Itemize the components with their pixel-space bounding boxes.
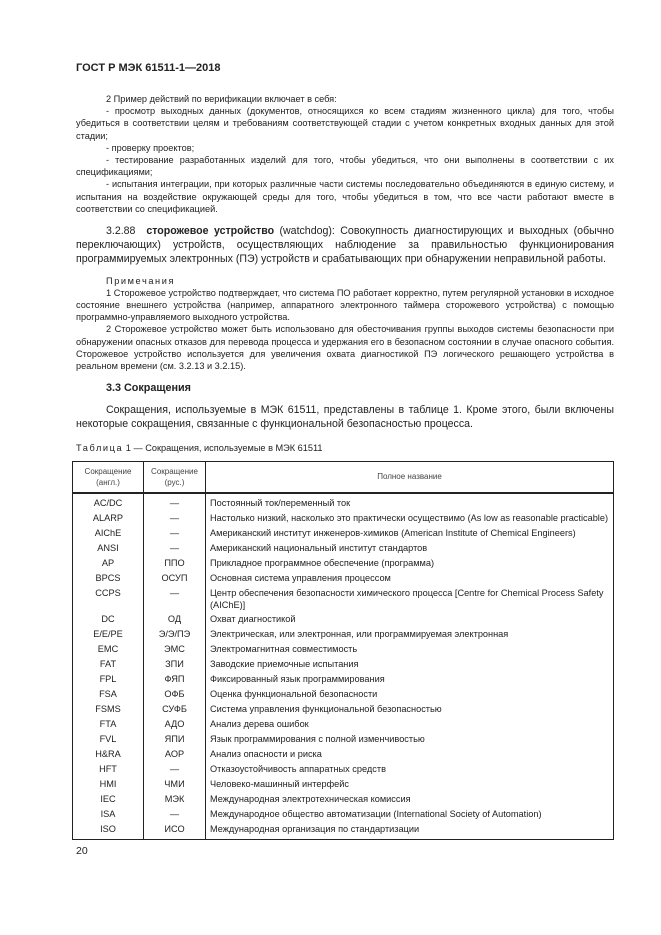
cell-full-name: Охват диагностикой: [206, 612, 614, 627]
cell-full-name: Прикладное программное обеспечение (программа): [206, 556, 614, 571]
cell-abbr-en: CCPS: [73, 586, 144, 612]
cell-abbr-en: HFT: [73, 762, 144, 777]
table-row: [73, 642, 614, 657]
table-row: [73, 511, 614, 526]
cell-abbr-en: E/E/PE: [73, 627, 144, 642]
cell-abbr-ru: ЭМС: [144, 642, 206, 657]
note-item: - проверку проектов;: [106, 142, 195, 153]
cell-full-name: Человеко-машинный интерфейс: [206, 777, 614, 792]
cell-full-name: Анализ опасности и риска: [206, 747, 614, 762]
cell-abbr-ru: ИСО: [144, 822, 206, 840]
cell-abbr-ru: —: [144, 541, 206, 556]
cell-full-name: Международная организация по стандартизации: [206, 822, 614, 840]
table-caption: [76, 443, 614, 453]
section-text: Сокращения, используемые в МЭК 61511, представлены в таблице 1. Кроме этого, были включены некоторые сокращения, связанные с функциональной безопасностью процесса.: [76, 404, 614, 431]
table-caption-label: Таблица: [76, 442, 124, 453]
cell-abbr-ru: ОСУП: [144, 571, 206, 586]
cell-abbr-ru: —: [144, 511, 206, 526]
cell-abbr-ru: ЯПИ: [144, 732, 206, 747]
cell-full-name: Язык программирования с полной изменчивостью: [206, 732, 614, 747]
table-row: [73, 657, 614, 672]
cell-abbr-en: ISO: [73, 822, 144, 840]
cell-abbr-ru: —: [144, 526, 206, 541]
table-row: [73, 627, 614, 642]
cell-abbr-en: FVL: [73, 732, 144, 747]
table-row: [73, 687, 614, 702]
cell-full-name: Американский институт инженеров-химиков (American Institute of Chemical Engineers): [206, 526, 614, 541]
note-item: - просмотр выходных данных (документов, относящихся ко всем стадиям жизненного цикла) для того, чтобы убедиться в соответствии целям и требованиям соответствующей стадии с учетом конкретных входных данных для этой стадии;: [76, 106, 614, 141]
cell-abbr-en: FTA: [73, 717, 144, 732]
cell-full-name: Основная система управления процессом: [206, 571, 614, 586]
cell-abbr-en: FPL: [73, 672, 144, 687]
cell-full-name: Электромагнитная совместимость: [206, 642, 614, 657]
cell-full-name: Центр обеспечения безопасности химического процесса [Centre for Chemical Process Safety (AIChE)]: [206, 586, 614, 612]
note-item: - тестирование разработанных изделий для того, чтобы убедиться, что они выполнены в соответствии с их спецификациями;: [76, 155, 614, 178]
verification-note: [76, 93, 614, 215]
cell-abbr-ru: —: [144, 586, 206, 612]
cell-abbr-en: FSA: [73, 687, 144, 702]
section-text-block: [76, 403, 614, 431]
cell-abbr-en: IEC: [73, 792, 144, 807]
table-row: [73, 717, 614, 732]
table-row: [73, 807, 614, 822]
cell-abbr-ru: —: [144, 493, 206, 511]
cell-full-name: Анализ дерева ошибок: [206, 717, 614, 732]
cell-abbr-ru: СУФБ: [144, 702, 206, 717]
table-row: [73, 586, 614, 612]
cell-abbr-ru: ЧМИ: [144, 777, 206, 792]
cell-abbr-ru: Э/Э/ПЭ: [144, 627, 206, 642]
note-item: 1 Сторожевое устройство подтверждает, что система ПО работает корректно, путем регулярной установки в исходное состояние внешнего устройства (например, аппаратного электронного таймера сторожевого устройства) с помощью программно-управляемого выходного устройства.: [76, 287, 614, 323]
cell-full-name: Настолько низкий, насколько это практически осуществимо (As low as reasonable practicable): [206, 511, 614, 526]
table-row: [73, 526, 614, 541]
cell-abbr-en: ISA: [73, 807, 144, 822]
cell-full-name: Международная электротехническая комиссия: [206, 792, 614, 807]
cell-full-name: Американский национальный институт стандартов: [206, 541, 614, 556]
table-body: [73, 493, 614, 840]
note-intro: 2 Пример действий по верификации включает в себя:: [106, 94, 337, 104]
note-item: - испытания интеграции, при которых различные части системы последовательно объединяются в единую систему, и испытания на воздействие окружающей среды для того, чтобы убедиться в том, что все части работают вместе в соответствии со спецификацией.: [76, 179, 614, 214]
cell-abbr-ru: —: [144, 807, 206, 822]
table-row: [73, 541, 614, 556]
cell-abbr-ru: ОФБ: [144, 687, 206, 702]
header-abbr-ru: Сокращение (рус.): [144, 461, 206, 493]
cell-abbr-en: FAT: [73, 657, 144, 672]
table-row: [73, 777, 614, 792]
cell-abbr-en: HMI: [73, 777, 144, 792]
definition: [76, 224, 614, 267]
table-row: [73, 571, 614, 586]
cell-full-name: Отказоустойчивость аппаратных средств: [206, 762, 614, 777]
cell-abbr-en: BPCS: [73, 571, 144, 586]
cell-abbr-en: EMC: [73, 642, 144, 657]
cell-abbr-en: ANSI: [73, 541, 144, 556]
table-row: [73, 672, 614, 687]
table-row: [73, 556, 614, 571]
cell-abbr-ru: АОР: [144, 747, 206, 762]
notes: [76, 275, 614, 373]
cell-abbr-ru: МЭК: [144, 792, 206, 807]
table-row: [73, 702, 614, 717]
table-row: [73, 762, 614, 777]
page-content: [76, 93, 614, 840]
cell-abbr-en: AP: [73, 556, 144, 571]
table-row: [73, 822, 614, 840]
page-number: 20: [76, 845, 88, 857]
cell-abbr-en: AC/DC: [73, 493, 144, 511]
table-row: [73, 493, 614, 511]
cell-full-name: Оценка функциональной безопасности: [206, 687, 614, 702]
cell-abbr-en: FSMS: [73, 702, 144, 717]
definition-term: сторожевое устройство: [146, 225, 275, 238]
cell-abbr-ru: ППО: [144, 556, 206, 571]
table-row: [73, 612, 614, 627]
cell-full-name: Международное общество автоматизации (International Society of Automation): [206, 807, 614, 822]
definition-text: (watchdog): Совокупность диагностирующих и выходных (обычно переключающих) устройств, осуществляющих наблюдение за правильностью функционирования программируемых электронных (ПЭ) устройств и срабатывающих при обнаружении неправильной работы.: [76, 225, 615, 266]
cell-abbr-en: ALARP: [73, 511, 144, 526]
cell-full-name: Фиксированный язык программирования: [206, 672, 614, 687]
cell-abbr-en: H&RA: [73, 747, 144, 762]
cell-abbr-ru: ФЯП: [144, 672, 206, 687]
table-row: [73, 747, 614, 762]
table-row: [73, 792, 614, 807]
cell-full-name: Система управления функциональной безопасностью: [206, 702, 614, 717]
notes-title: Примечания: [106, 275, 176, 286]
table-row: [73, 732, 614, 747]
cell-full-name: Заводские приемочные испытания: [206, 657, 614, 672]
section-heading: 3.3 Сокращения: [106, 382, 191, 395]
cell-abbr-en: DC: [73, 612, 144, 627]
header-abbr-en: Сокращение (англ.): [73, 461, 144, 493]
cell-abbr-ru: ЗПИ: [144, 657, 206, 672]
definition-number: 3.2.88: [106, 225, 136, 238]
document-header: ГОСТ Р МЭК 61511-1—2018: [76, 62, 221, 74]
header-full-name: Полное название: [206, 461, 614, 493]
cell-abbr-en: AIChE: [73, 526, 144, 541]
note-item: 2 Сторожевое устройство может быть использовано для обесточивания группы выходов системы безопасности при обнаружении опасных отказов для перевода процесса и удержания его в безопасном состоянии в случае опасного события. Сторожевое устройство используется для увеличения охвата диагностикой ПЭ логического решающего устройства в реальном времени (см. 3.2.13 и 3.2.15).: [76, 324, 614, 372]
cell-abbr-ru: ОД: [144, 612, 206, 627]
table-header-row: [73, 461, 614, 493]
cell-abbr-ru: —: [144, 762, 206, 777]
cell-full-name: Постоянный ток/переменный ток: [206, 493, 614, 511]
table-caption-text: 1 — Сокращения, используемые в МЭК 61511: [125, 442, 323, 453]
cell-full-name: Электрическая, или электронная, или программируемая электронная: [206, 627, 614, 642]
cell-abbr-ru: АДО: [144, 717, 206, 732]
abbreviations-table: [72, 461, 614, 840]
